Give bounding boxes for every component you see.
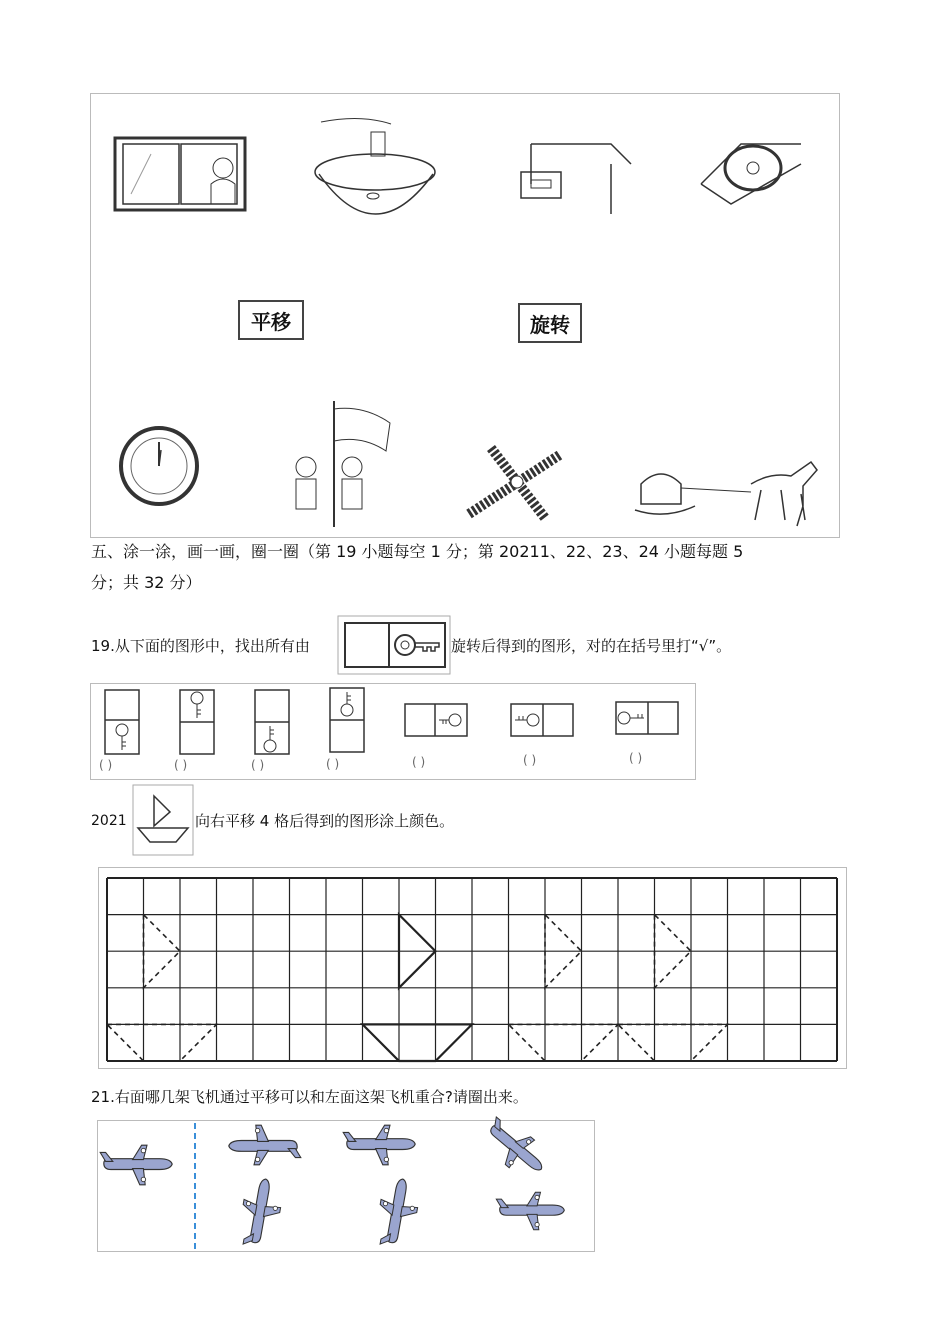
faucet-icon — [311, 112, 441, 222]
q19-option-5 — [403, 702, 471, 740]
q20-grid-panel — [98, 867, 847, 1069]
q19-answer-paren-6[interactable]: ( ) — [523, 753, 537, 767]
planes-area — [98, 1121, 594, 1251]
q19-options-panel — [90, 683, 696, 780]
section5-heading-line2: 分；共 32 分） — [91, 573, 202, 592]
airplane-icon[interactable] — [100, 1145, 172, 1185]
horse-sled-icon — [631, 454, 831, 534]
matching-figure — [90, 93, 840, 538]
q19-text-before: 19.从下面的图形中，找出所有由 — [91, 637, 310, 655]
key-rectangle-reference — [337, 615, 451, 675]
q19-answer-paren-1[interactable]: ( ) — [99, 758, 113, 772]
airplane-icon[interactable] — [236, 1176, 285, 1249]
drawer-icon — [511, 134, 641, 214]
rotation-label: 旋转 — [518, 303, 582, 343]
q19-answer-paren-3[interactable]: ( ) — [251, 758, 265, 772]
windmill-icon — [461, 434, 571, 524]
airplane-icon[interactable] — [343, 1125, 415, 1165]
q19-answer-paren-4[interactable]: ( ) — [326, 757, 340, 771]
q19-option-4 — [328, 686, 368, 754]
airplane-icon[interactable] — [373, 1176, 422, 1249]
q19-option-2 — [178, 688, 218, 756]
q21-text: 21.右面哪几架飞机通过平移可以和左面这架飞机重合?请圈出来。 — [91, 1088, 528, 1106]
q19-option-1 — [103, 688, 143, 756]
translation-label: 平移 — [238, 300, 304, 340]
q19-option-7 — [614, 700, 682, 738]
q19-answer-paren-2[interactable]: ( ) — [174, 758, 188, 772]
clock-icon — [117, 424, 201, 508]
section5-heading-line1: 五、涂一涂，画一画，圈一圈（第 19 小题每空 1 分；第 20211、22、23、24 小题每题 5 — [91, 542, 744, 561]
boat-reference — [132, 784, 194, 856]
q19-option-6 — [509, 702, 577, 740]
q21-planes-panel — [97, 1120, 595, 1252]
translation-grid[interactable] — [107, 878, 837, 1062]
q20-text: 向右平移 4 格后得到的图形涂上颜色。 — [195, 812, 455, 830]
airplane-icon[interactable] — [229, 1125, 301, 1165]
q19-option-3 — [253, 688, 293, 756]
window-icon — [111, 134, 251, 214]
q20-number: 2021 — [91, 813, 127, 829]
q19-answer-paren-7[interactable]: ( ) — [629, 751, 643, 765]
flag-raising-icon — [286, 399, 406, 529]
airplane-icon[interactable] — [496, 1192, 564, 1229]
q19-text-after: 旋转后得到的图形，对的在括号里打“√”。 — [451, 637, 732, 655]
steering-wheel-icon — [691, 124, 811, 214]
airplane-icon[interactable] — [477, 1112, 553, 1184]
q19-answer-paren-5[interactable]: ( ) — [412, 755, 426, 769]
